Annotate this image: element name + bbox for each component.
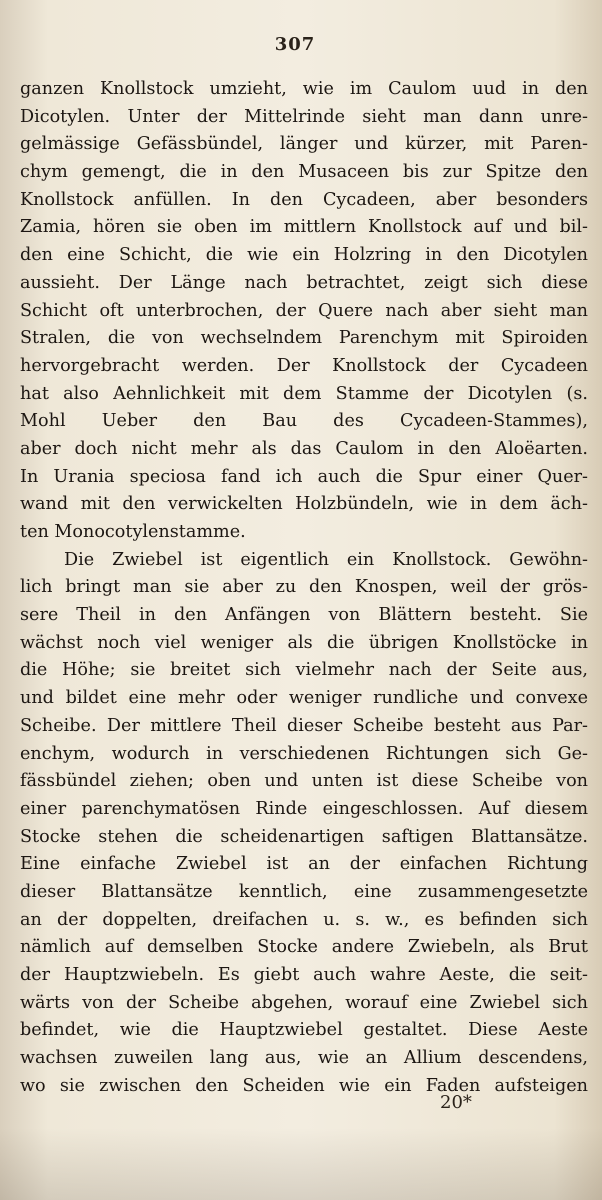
- body-text: [20, 76, 588, 1100]
- text-line: Stocke stehen die scheidenartigen saftigen Blattansätze.: [20, 826, 588, 847]
- text-line: wo sie zwischen den Scheiden wie ein Faden aufsteigen: [20, 1075, 588, 1096]
- text-line: ten Monocotylenstamme.: [20, 522, 246, 542]
- text-line: Dicotylen. Unter der Mittelrinde sieht man dann unre-: [20, 106, 588, 127]
- text-line: hat also Aehnlichkeit mit dem Stamme der Dicotylen (s.: [20, 383, 588, 404]
- text-line: Eine einfache Zwiebel ist an der einfachen Richtung: [20, 854, 588, 875]
- text-line: und bildet eine mehr oder weniger rundliche und convexe: [20, 688, 588, 709]
- text-line: gelmässige Gefässbündel, länger und kürzer, mit Paren-: [20, 134, 588, 155]
- text-line: Schicht oft unterbrochen, der Quere nach aber sieht man: [20, 300, 588, 321]
- page-number: 307: [274, 34, 316, 55]
- text-line: lich bringt man sie aber zu den Knospen, weil der grös-: [20, 577, 588, 598]
- text-line: fässbündel ziehen; oben und unten ist diese Scheibe von: [20, 771, 588, 792]
- text-line: Mohl Ueber den Bau des Cycadeen-Stammes),: [20, 411, 588, 432]
- text-line: Knollstock anfüllen. In den Cycadeen, aber besonders: [20, 189, 588, 210]
- text-line: die Höhe; sie breitet sich vielmehr nach der Seite aus,: [20, 660, 588, 681]
- text-line: enchym, wodurch in verschiedenen Richtungen sich Ge-: [20, 743, 588, 764]
- paragraph-start-line: Die Zwiebel ist eigentlich ein Knollstock. Gewöhn-: [64, 549, 588, 570]
- text-line: einer parenchymatösen Rinde eingeschlossen. Auf diesem: [20, 798, 588, 819]
- text-line: In Urania speciosa fand ich auch die Spur einer Quer-: [20, 466, 588, 487]
- text-line: den eine Schicht, die wie ein Holzring in den Dicotylen: [20, 245, 588, 266]
- text-line: der Hauptzwiebeln. Es giebt auch wahre Aeste, die seit-: [20, 965, 588, 985]
- text-line: wächst noch viel weniger als die übrigen Knollstöcke in: [20, 632, 588, 653]
- text-line: wachsen zuweilen lang aus, wie an Allium descendens,: [20, 1048, 588, 1069]
- text-line: wand mit den verwickelten Holzbündeln, wie in dem äch-: [20, 494, 588, 515]
- text-line: dieser Blattansätze kenntlich, eine zusammengesetzte: [20, 881, 588, 902]
- text-line: sere Theil in den Anfängen von Blättern besteht. Sie: [20, 605, 588, 626]
- text-line: nämlich auf demselben Stocke andere Zwiebeln, als Brut: [20, 937, 588, 958]
- text-line: an der doppelten, dreifachen u. s. w., es befinden sich: [20, 909, 588, 930]
- text-line: wärts von der Scheibe abgehen, worauf eine Zwiebel sich: [20, 992, 588, 1013]
- text-line: aussieht. Der Länge nach betrachtet, zeigt sich diese: [20, 272, 588, 293]
- text-line: befindet, wie die Hauptzwiebel gestaltet. Diese Aeste: [20, 1020, 588, 1041]
- text-line: Zamia, hören sie oben im mittlern Knollstock auf und bil-: [20, 217, 588, 238]
- signature-mark: 20*: [440, 1092, 472, 1113]
- text-line: hervorgebracht werden. Der Knollstock der Cycadeen: [20, 355, 588, 376]
- text-line: chym gemengt, die in den Musaceen bis zur Spitze den: [20, 162, 588, 183]
- text-line: Scheibe. Der mittlere Theil dieser Scheibe besteht aus Par-: [20, 715, 588, 736]
- text-line: ganzen Knollstock umzieht, wie im Caulom uud in den: [20, 79, 588, 99]
- text-line: Stralen, die von wechselndem Parenchym mit Spiroiden: [20, 328, 588, 349]
- page-shadow: [0, 1128, 602, 1200]
- text-line: aber doch nicht mehr als das Caulom in den Aloëarten.: [20, 438, 588, 459]
